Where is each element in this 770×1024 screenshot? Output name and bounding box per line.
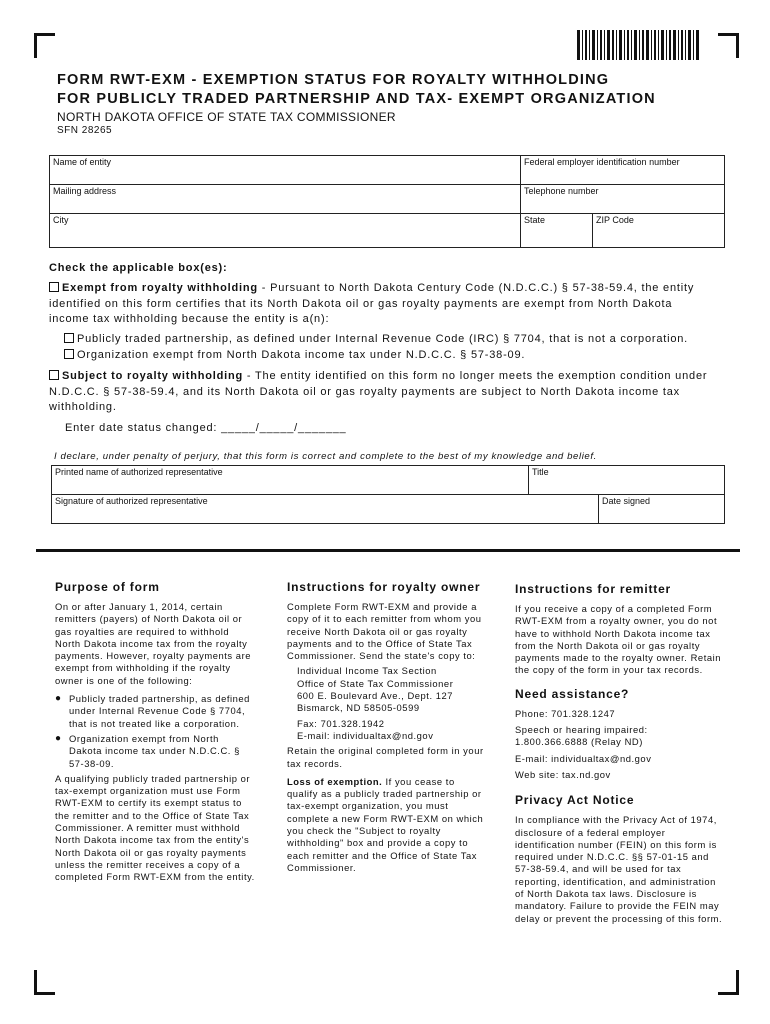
exempt-label: Exempt from royalty withholding bbox=[62, 282, 258, 294]
assistance-email[interactable]: E-mail: individualtax@nd.gov bbox=[515, 752, 652, 764]
declaration-text: I declare, under penalty of perjury, that this form is correct and complete to the best of my knowledge and belief. bbox=[54, 451, 597, 462]
form-title-line2: FOR PUBLICLY TRADED PARTNERSHIP AND TAX- EXEMPT ORGANIZATION bbox=[57, 91, 656, 107]
owner-paragraph-1: Complete Form RWT-EXM and provide a copy of it to each remitter from whom you receive North Dakota oil or gas royalty payments and to the Office of State Tax Commissioner. Send the state's copy to: bbox=[287, 601, 482, 662]
state-field[interactable] bbox=[520, 213, 593, 248]
loss-text: If you cease to qualify as a publicly traded partnership or tax-exempt organization, you must complete a new Form RWT-EXM on which you check the "Subject to royalty withholding" box and provide a copy to each remitter and the Office of State Tax Commissioner. bbox=[287, 775, 484, 873]
address-line-2: Office of State Tax Commissioner bbox=[297, 677, 454, 689]
remitter-paragraph: If you receive a copy of a completed Form RWT-EXM from a royalty owner, you do not have to withhold North Dakota income tax from the North Dakota oil or gas royalty payments made to the royalty owner. Retain the copy of the form in your tax records. bbox=[515, 603, 722, 676]
mailing-address-label: Mailing address bbox=[53, 186, 117, 196]
owner-heading: Instructions for royalty owner bbox=[287, 580, 481, 594]
title-field[interactable] bbox=[528, 465, 725, 495]
subject-checkbox[interactable] bbox=[49, 370, 59, 380]
assistance-speech: Speech or hearing impaired: bbox=[515, 724, 648, 736]
city-field[interactable] bbox=[49, 213, 521, 248]
entity-name-field[interactable] bbox=[49, 155, 521, 185]
signature-label: Signature of authorized representative bbox=[55, 496, 208, 506]
exempt-option-2 bbox=[64, 348, 714, 364]
assistance-website[interactable]: Web site: tax.nd.gov bbox=[515, 768, 611, 780]
privacy-heading: Privacy Act Notice bbox=[515, 793, 635, 808]
corner-mark-bottom-right bbox=[718, 970, 739, 995]
fein-label: Federal employer identification number bbox=[524, 157, 680, 167]
sfn-number: SFN 28265 bbox=[57, 125, 113, 136]
exempt-block bbox=[49, 281, 715, 328]
exempt-text: - Pursuant to North Dakota Century Code (N.D.C.C.) § 57-38-59.4, the entity identified on this form certifies that its North Dakota oil or gas royalty payments are exempt from North Dakota income tax withholding because the entity is a(n): bbox=[49, 282, 695, 325]
purpose-paragraph-1: On or after January 1, 2014, certain remitters (payers) of North Dakota oil or gas royalties are required to withhold North Dakota income tax from the royalty payments. However, royalty payments are exempt from withholding if the royalty owner is one of the following: bbox=[55, 601, 252, 686]
subject-text: - The entity identified on this form no longer meets the exemption condition under N.D.C.C. § 57-38-59.4, and its North Dakota oil or gas royalty payments are subject to North Dakota income tax withholding. bbox=[49, 370, 708, 413]
barcode bbox=[577, 30, 701, 60]
purpose-paragraph-2: A qualifying publicly traded partnership or tax-exempt organization must use Form RWT-EXM to certify its exempt status to the remitter and to the Office of State Tax Commissioner. A remitter must withhold North Dakota income tax from the entity's North Dakota oil or gas royalty payments unless the remitter receives a copy of a completed Form RWT-EXM from the entity. bbox=[55, 772, 255, 883]
date-signed-field[interactable] bbox=[598, 494, 725, 524]
owner-column bbox=[287, 580, 487, 877]
assistance-heading: Need assistance? bbox=[515, 686, 630, 701]
subject-block bbox=[49, 369, 715, 416]
corner-mark-top-left bbox=[34, 33, 55, 58]
agency-name: NORTH DAKOTA OFFICE OF STATE TAX COMMISSIONER bbox=[57, 110, 396, 124]
remitter-heading: Instructions for remitter bbox=[515, 582, 672, 596]
date-signed-label: Date signed bbox=[602, 496, 651, 506]
assistance-relay: 1.800.366.6888 (Relay ND) bbox=[515, 736, 643, 748]
address-line-4: Bismarck, ND 58505-0599 bbox=[297, 702, 420, 714]
printed-name-field[interactable] bbox=[51, 465, 529, 495]
zip-label: ZIP Code bbox=[596, 215, 634, 225]
entity-name-label: Name of entity bbox=[53, 157, 112, 167]
printed-name-label: Printed name of authorized representative bbox=[55, 467, 223, 477]
purpose-bullet-1: ● Publicly traded partnership, as defined under Internal Revenue Code § 7704, that is not treated like a corporation. bbox=[55, 693, 255, 730]
section-divider bbox=[36, 549, 740, 552]
purpose-column bbox=[55, 580, 255, 887]
exempt-option-1 bbox=[64, 332, 714, 348]
fax-number: Fax: 701.328.1942 bbox=[297, 717, 385, 729]
owner-email[interactable]: E-mail: individualtax@nd.gov bbox=[297, 729, 434, 741]
telephone-label: Telephone number bbox=[524, 186, 599, 196]
owner-paragraph-2: Retain the original completed form in your tax records. bbox=[287, 745, 484, 769]
telephone-field[interactable] bbox=[520, 184, 725, 214]
date-status-changed[interactable]: Enter date status changed: _____/_____/_______ bbox=[65, 422, 347, 434]
fein-field[interactable] bbox=[520, 155, 725, 185]
privacy-text: In compliance with the Privacy Act of 1974, disclosure of a federal employer identification number (FEIN) on this form is required under N.D.C.C. §§ 57-01-15 and 57-38-59.4, and will be used for tax reporting, identification, and administration of North Dakota tax laws. Disclosure is mandatory. Failure to provide the FEIN may delay or prevent the processing of this form. bbox=[515, 814, 723, 924]
address-line-3: 600 E. Boulevard Ave., Dept. 127 bbox=[297, 690, 454, 702]
subject-label: Subject to royalty withholding bbox=[62, 370, 244, 382]
address-line-1: Individual Income Tax Section bbox=[297, 665, 437, 677]
purpose-heading: Purpose of form bbox=[55, 580, 160, 594]
mailing-address-block bbox=[287, 665, 487, 742]
assistance-phone: Phone: 701.328.1247 bbox=[515, 707, 616, 719]
option1-text: Publicly traded partnership, as defined under Internal Revenue Code (IRC) § 7704, that is not a corporation. bbox=[77, 333, 689, 345]
signature-field[interactable] bbox=[51, 494, 599, 524]
form-title-line1: FORM RWT-EXM - EXEMPTION STATUS FOR ROYALTY WITHHOLDING bbox=[57, 72, 610, 88]
option2-text: Organization exempt from North Dakota income tax under N.D.C.C. § 57-38-09. bbox=[77, 349, 526, 361]
title-label: Title bbox=[532, 467, 549, 477]
exempt-checkbox[interactable] bbox=[49, 282, 59, 292]
form-title bbox=[57, 71, 656, 109]
option2-checkbox[interactable] bbox=[64, 349, 74, 359]
corner-mark-bottom-left bbox=[34, 970, 55, 995]
corner-mark-top-right bbox=[718, 33, 739, 58]
loss-label: Loss of exemption. bbox=[287, 775, 383, 787]
zip-field[interactable] bbox=[592, 213, 725, 248]
city-label: City bbox=[53, 215, 69, 225]
check-heading: Check the applicable box(es): bbox=[49, 262, 228, 274]
purpose-bullet-2: ● Organization exempt from North Dakota income tax under N.D.C.C. § 57-38-09. bbox=[55, 733, 255, 770]
mailing-address-field[interactable] bbox=[49, 184, 521, 214]
option1-checkbox[interactable] bbox=[64, 333, 74, 343]
state-label: State bbox=[524, 215, 546, 225]
remitter-column bbox=[515, 582, 725, 928]
loss-of-exemption bbox=[287, 776, 487, 874]
